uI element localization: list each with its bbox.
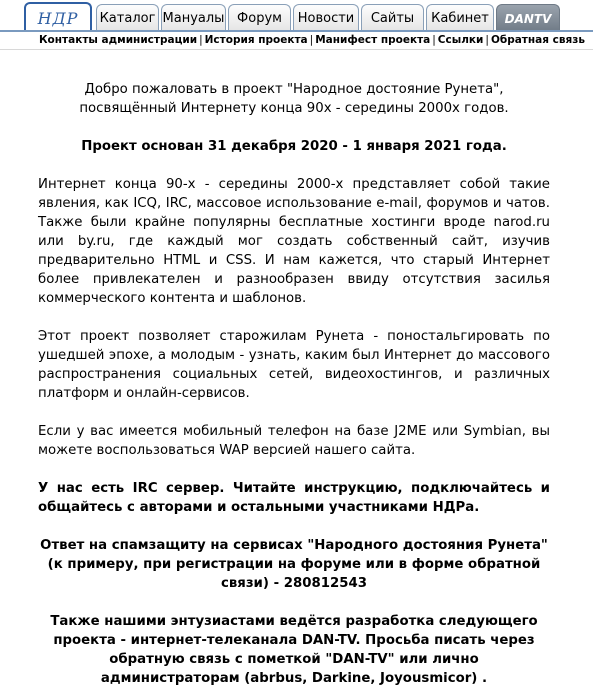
tab-sites[interactable]: [361, 4, 424, 32]
subnav-project-history[interactable]: История проекта: [204, 34, 308, 46]
intro-paragraph: Интернет конца 90-х - середины 2000-х представляет собой такие явления, как ICQ, IRC, массовое использование e-mail, форумов и чатов. Также были крайне популярны бесплатные хостинги вроде narod.ru или by.ru, где каждый мог создать собственный сайт, изучив предварительно HTML и CSS. И нам кажется, что старый Интернет более привлекателен и разнообразен ввиду отсутствия засилья коммерческого контента и шаблонов.: [38, 177, 550, 306]
tab-manuals-label: Мануалы: [162, 11, 225, 26]
tab-news-label: Новости: [297, 11, 355, 26]
tab-manuals[interactable]: [161, 4, 226, 32]
subnav-separator: |: [309, 34, 314, 46]
tab-forum[interactable]: [228, 4, 291, 32]
purpose-paragraph: Этот проект позволяет старожилам Рунета - поностальгировать по ушедшей эпохе, а молодым - узнать, каким был Интернет до массового распространения социальных сетей, видеохостингов, и различных платформ и онлайн-сервисов.: [38, 329, 550, 401]
subnav-feedback[interactable]: Обратная связь: [490, 34, 585, 46]
subnav-manifesto[interactable]: Манифест проекта: [315, 34, 431, 46]
welcome-text: Добро пожаловать в проект "Народное достояние Рунета", посвящённый Интернету конца 90х - середины 2000х годов.: [79, 82, 509, 116]
tabs-baseline: [0, 30, 593, 32]
logo-tab[interactable]: [24, 2, 92, 32]
wap-paragraph: Если у вас имеется мобильный телефон на базе J2ME или Symbian, вы можете воспользоваться WAP версией нашего сайта.: [38, 424, 550, 458]
top-navigation: [0, 0, 593, 32]
tab-sites-label: Сайты: [370, 11, 415, 26]
tab-cabinet[interactable]: [426, 4, 494, 32]
tab-dantv-label: DANTV: [504, 11, 552, 26]
tab-cabinet-label: Кабинет: [431, 11, 489, 26]
subnav-separator: |: [199, 34, 203, 46]
dantv-paragraph: Также нашими энтузиастами ведётся разработка следующего проекта - интернет-телеканала DAN-TV. Просьба писать через обратную связь с пометкой "DAN-TV" или лично администраторам (abrbus, Darkine, Joyousmicor) .: [50, 614, 538, 686]
subnav-separator: |: [485, 34, 489, 46]
tab-dantv[interactable]: [496, 4, 560, 32]
main-content: [38, 52, 550, 688]
tab-forum-label: Форум: [237, 11, 282, 26]
tab-catalog-label: Каталог: [99, 11, 156, 26]
spam-protection-paragraph: Ответ на спамзащиту на сервисах "Народного достояния Рунета" (к примеру, при регистрации на форуме или в форме обратной связи) - 280812543: [40, 538, 548, 591]
site-logo: НДР: [37, 8, 79, 28]
tab-news[interactable]: [293, 4, 359, 32]
secondary-navigation: [0, 32, 593, 50]
subnav-admin-contacts[interactable]: Контакты администрации: [38, 34, 198, 46]
tab-catalog[interactable]: [96, 4, 159, 32]
irc-paragraph: У нас есть IRC сервер. Читайте инструкцию, подключайтесь и общайтесь с авторами и остальными участниками НДРа.: [38, 481, 550, 515]
founded-text: Проект основан 31 декабря 2020 - 1 января 2021 года.: [81, 139, 507, 154]
subnav-links[interactable]: Ссылки: [437, 34, 484, 46]
subnav-separator: |: [432, 34, 436, 46]
